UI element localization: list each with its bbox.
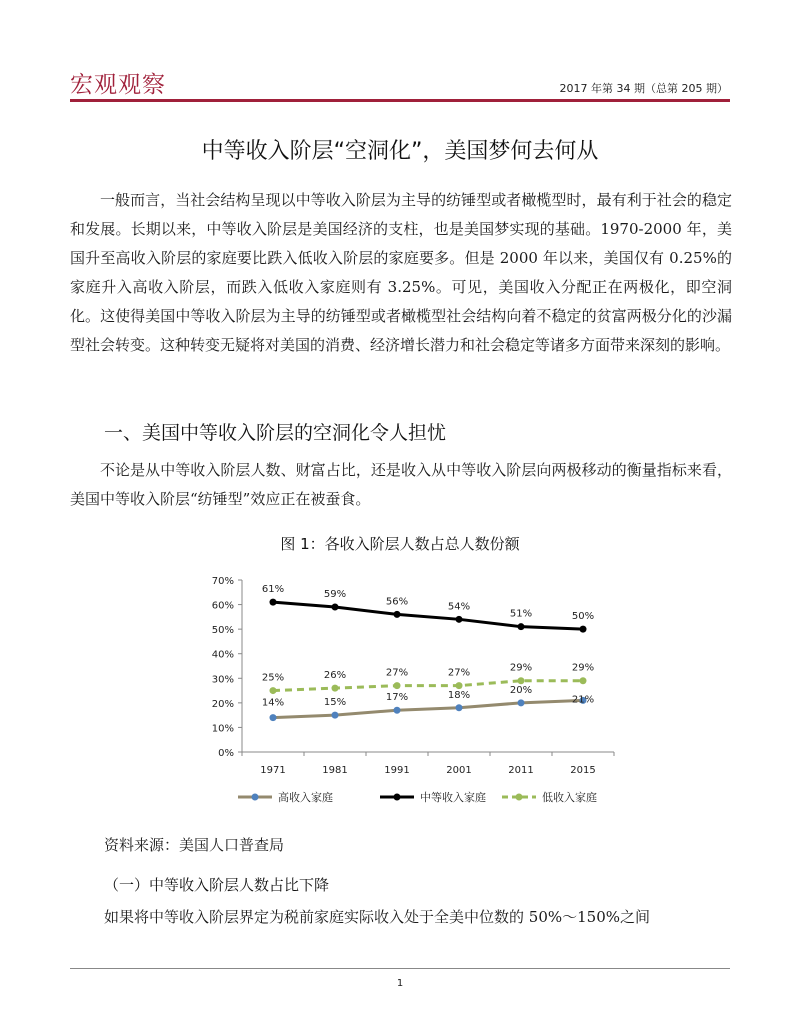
data-point	[332, 712, 339, 719]
legend-marker	[516, 794, 523, 801]
header-issue: 2017 年第 34 期（总第 205 期）	[559, 82, 728, 95]
data-label: 29%	[571, 662, 595, 674]
data-label: 20%	[509, 684, 533, 696]
footer-rule	[70, 968, 730, 969]
legend-marker	[252, 794, 259, 801]
data-point	[394, 682, 401, 689]
data-label: 18%	[447, 689, 471, 701]
legend-label: 高收入家庭	[278, 791, 333, 804]
data-point	[518, 677, 525, 684]
y-tick-label: 0%	[218, 748, 234, 759]
data-label: 56%	[385, 596, 409, 608]
y-tick-label: 70%	[211, 576, 234, 587]
data-point	[270, 687, 277, 694]
x-tick-label: 2015	[570, 765, 596, 776]
data-point	[518, 623, 525, 630]
x-tick-label: 1971	[260, 765, 286, 776]
income-share-chart	[190, 565, 630, 815]
subsection-heading: （一）中等收入阶层人数占比下降	[104, 876, 330, 894]
data-label: 61%	[261, 584, 285, 596]
section-heading: 一、美国中等收入阶层的空洞化令人担忧	[104, 422, 447, 444]
data-label: 50%	[571, 611, 595, 623]
series-line	[273, 602, 583, 629]
data-point	[456, 704, 463, 711]
y-tick-label: 50%	[211, 625, 234, 637]
figure-title: 图 1：各收入阶层人数占总人数份额	[280, 535, 520, 553]
y-tick-label: 20%	[211, 698, 234, 710]
data-point	[394, 707, 401, 714]
x-tick-label: 2001	[446, 765, 472, 776]
series-line	[273, 681, 583, 691]
data-point	[580, 626, 587, 633]
data-label: 54%	[447, 601, 471, 613]
data-label: 14%	[261, 697, 285, 709]
data-label: 26%	[323, 670, 347, 682]
data-label: 59%	[323, 589, 347, 601]
y-tick-label: 40%	[211, 649, 234, 661]
data-point	[332, 685, 339, 692]
data-label: 29%	[509, 662, 533, 674]
y-tick-label: 10%	[211, 723, 234, 735]
paragraph-continued: 如果将中等收入阶层界定为税前家庭实际收入处于全美中位数的 50%～150%之间	[104, 908, 650, 926]
paragraph-section1: 不论是从中等收入阶层人数、财富占比，还是收入从中等收入阶层向两极移动的衡量指标来看，美国中等收入阶层“纺锤型”效应正在被蚕食。	[70, 461, 732, 508]
data-point	[518, 699, 525, 706]
page-title: 中等收入阶层“空洞化”，美国梦何去何从	[201, 139, 599, 164]
page-number: 1	[396, 978, 404, 989]
y-tick-label: 60%	[211, 600, 234, 612]
x-tick-label: 1991	[384, 765, 410, 776]
data-point	[456, 616, 463, 623]
series-line	[273, 700, 583, 717]
data-label: 17%	[385, 692, 409, 704]
data-point	[394, 611, 401, 618]
header-rule	[70, 99, 730, 102]
x-tick-label: 1981	[322, 765, 348, 776]
data-label: 25%	[261, 672, 285, 684]
data-label: 15%	[323, 697, 347, 709]
data-point	[270, 599, 277, 606]
header-brand: 宏观观察	[70, 72, 166, 98]
data-label: 27%	[385, 667, 409, 679]
source-note: 资料来源：美国人口普查局	[104, 836, 285, 854]
data-point	[270, 714, 277, 721]
data-label: 27%	[447, 667, 471, 679]
legend-marker	[394, 794, 401, 801]
data-label: 51%	[509, 608, 533, 620]
data-point	[332, 604, 339, 611]
data-point	[456, 682, 463, 689]
x-tick-label: 2011	[508, 765, 534, 776]
data-point	[580, 677, 587, 684]
legend-label: 低收入家庭	[542, 791, 597, 804]
legend-label: 中等收入家庭	[420, 791, 486, 804]
y-tick-label: 30%	[211, 674, 234, 686]
data-label: 21%	[571, 694, 595, 706]
paragraph-intro: 一般而言，当社会结构呈现以中等收入阶层为主导的纺锤型或者橄榄型时，最有利于社会的稳定和发展。长期以来，中等收入阶层是美国经济的支柱，也是美国梦实现的基础。1970-2000 年，美国升至高收入阶层的家庭要比跌入低收入阶层的家庭要多。但是 2000 年以来，美国仅有 0.25%的家庭升入高收入阶层，而跌入低收入家庭则有 3.25%。可见，美国收入分配正在两极化，即空洞化。这使得美国中等收入阶层为主导的纺锤型或者橄榄型社会结构向着不稳定的贫富两极分化的沙漏型社会转变。这种转变无疑将对美国的消费、经济增长潜力和社会稳定等诸多方面带来深刻的影响。	[70, 191, 732, 354]
